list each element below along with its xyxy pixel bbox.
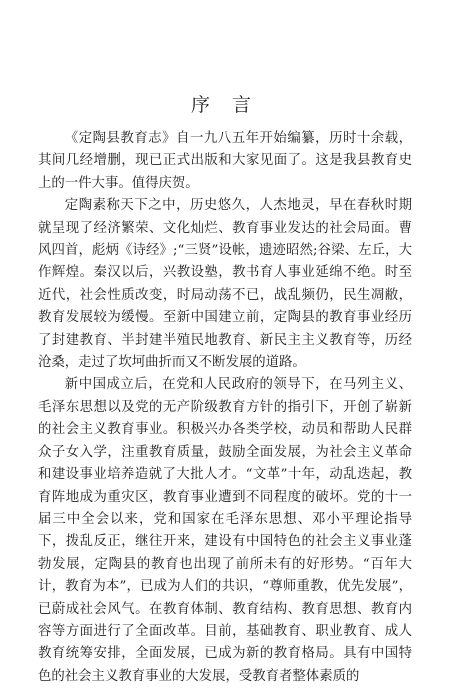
paragraph-2: 定陶素称天下之中，历史悠久，人杰地灵，早在春秋时期就呈现了经济繁荣、文化灿烂、教育事业发达的社会局面。曹风四首，彪炳《诗经》;“三贤”设帐，遗迹昭然;谷梁、左丘，大作辉煌。秦汉以后，兴教设塾，教书育人事业延绵不绝。时至近代，社会性质改变，时局动荡不已，战乱频仍，民生凋敝，教育发展较为缓慢。至新中国建立前，定陶县的教育事业经历了封建教育、半封建半殖民地教育、新民主主义教育等，历经沧桑，走过了坎坷曲折而又不断发展的道路。 bbox=[38, 198, 412, 371]
page-title: 序 言 bbox=[190, 94, 260, 116]
paragraph-3: 新中国成立后，在党和人民政府的领导下，在马列主义、毛泽东思想以及党的无产阶级教育方针的指引下，开创了崭新的社会主义教育事业。积极兴办各类学校，动员和帮助人民群众子女入学，注重教育质量，鼓励全面发展，为社会主义革命和建设事业培养造就了大批人才。“文革”十年，动乱迭起，教育阵地成为重灾区，教育事业遭到不同程度的破坏。党的十一届三中全会以来，党和国家在毛泽东思想、邓小平理论指导下，拨乱反正，继往开来，建设有中国特色的社会主义事业蓬勃发展，定陶县的教育也出现了前所未有的好形势。“百年大计，教育为本”，已成为人们的共识，“尊师重教，优先发展”，已蔚成社会风气。在教育体制、教育结构、教育思想、教育内容等方面进行了全面改革。目前，基础教育、职业教育、成人教育统筹安排，全面发展，已成为新的教育格局。具有中国特色的社会主义教育事业的大发展，受教育者整体素质的 bbox=[38, 377, 412, 684]
body-text bbox=[38, 128, 412, 688]
paragraph-1: 《定陶县教育志》自一九八五年开始编纂，历时十余载，其间几经增删，现已正式出版和大家见面了。这是我县教育史上的一件大事。值得庆贺。 bbox=[38, 131, 412, 191]
